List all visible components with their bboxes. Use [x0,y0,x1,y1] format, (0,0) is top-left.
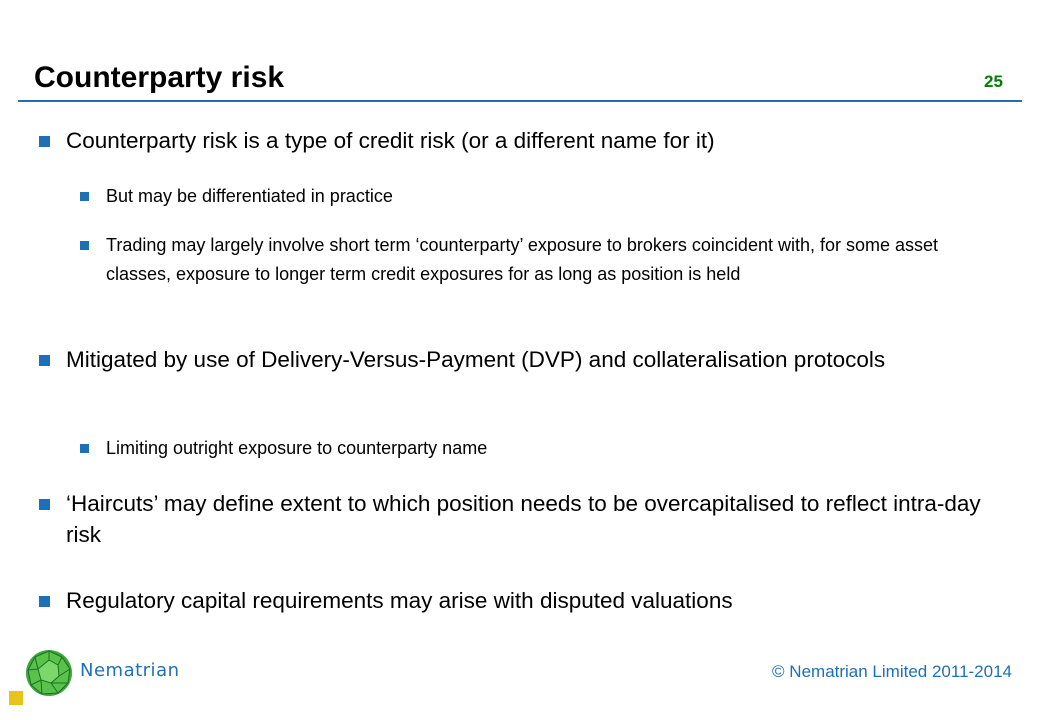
bullet-text: Mitigated by use of Delivery-Versus-Payment (DVP) and collateralisation protocols [66,347,886,372]
bullet-square-icon [39,499,50,510]
bullet-level1 [66,585,1006,616]
bullet-level1 [66,488,1006,550]
bullet-square-icon [39,596,50,607]
bullet-level2 [106,231,996,289]
bullet-level1 [66,344,1006,375]
bullet-level2 [106,434,996,463]
green-polyhedron-icon [24,648,74,698]
bullet-square-icon [80,192,89,201]
bullet-text: Regulatory capital requirements may arise with disputed valuations [66,588,733,613]
bullet-text: Counterparty risk is a type of credit risk (or a different name for it) [66,128,715,153]
bullet-square-icon [39,136,50,147]
corner-square-icon [9,691,23,705]
bullet-square-icon [80,241,89,250]
page-number: 25 [984,72,1003,91]
bullet-text: ‘Haircuts’ may define extent to which position needs to be overcapitalised to reflect intra-day risk [66,491,981,547]
bullet-level1 [66,125,1006,156]
title-divider [18,100,1022,102]
footer-copyright: © Nematrian Limited 2011-2014 [772,662,1012,681]
footer-brand: Nematrian [80,660,180,681]
bullet-square-icon [80,444,89,453]
bullet-square-icon [39,355,50,366]
bullet-text: Limiting outright exposure to counterparty name [106,438,488,458]
slide-title: Counterparty risk [34,61,285,94]
bullet-level2 [106,182,996,211]
bullet-text: But may be differentiated in practice [106,186,393,206]
bullet-text: Trading may largely involve short term ‘counterparty’ exposure to brokers coincident with, for some asset classes, exposure to longer term credit exposures for as long as position is held [106,235,939,284]
